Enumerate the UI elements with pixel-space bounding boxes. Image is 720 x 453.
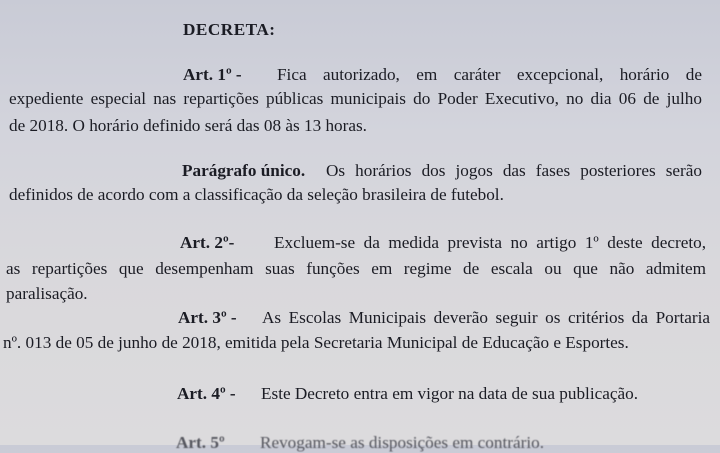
- art4-text: Este Decreto entra em vigor na data de sua publicação.: [261, 384, 639, 403]
- art2-text-line2: as repartições que desempenham suas funções em regime de escala ou que não admitem: [6, 259, 706, 278]
- art2-label: Art. 2º-: [180, 233, 235, 252]
- art5-line: [176, 433, 596, 453]
- art3-label: Art. 3º -: [178, 308, 237, 327]
- decree-heading: DECRETA:: [183, 20, 276, 39]
- art1-first-line: [183, 65, 702, 85]
- art1-label: Art. 1º -: [183, 65, 242, 84]
- art3-first-line: [178, 308, 711, 328]
- art4-line: [177, 384, 667, 404]
- paragrafo-text-line1: Os horários dos jogos das fases posteriores serão: [326, 161, 702, 180]
- art3-text-line1: As Escolas Municipais deverão seguir os critérios da Portaria: [262, 308, 710, 327]
- art1-text-line2: expediente especial nas repartições públicas municipais do Poder Executivo, no dia 06 de julho: [9, 89, 702, 108]
- art4-label: Art. 4º -: [177, 384, 236, 403]
- art1-text-line3: de 2018. O horário definido será das 08 às 13 horas.: [9, 116, 367, 135]
- art3-text-line2: nº. 013 de 05 de junho de 2018, emitida pela Secretaria Municipal de Educação e Esportes.: [3, 333, 629, 352]
- art2-first-line: [180, 233, 707, 253]
- paragrafo-text-line2: definidos de acordo com a classificação da seleção brasileira de futebol.: [9, 185, 504, 204]
- paragrafo-label: Parágrafo único.: [182, 161, 306, 180]
- paragrafo-first-line: [182, 161, 703, 181]
- art2-text-line3: paralisação.: [6, 284, 88, 303]
- art5-text: Revogam-se as disposições em contrário.: [260, 433, 544, 452]
- art5-label: Art. 5º: [176, 433, 225, 452]
- art1-text-line1: Fica autorizado, em caráter excepcional, horário de: [277, 65, 702, 84]
- art2-text-line1: Excluem-se da medida prevista no artigo 1º deste decreto,: [274, 233, 706, 252]
